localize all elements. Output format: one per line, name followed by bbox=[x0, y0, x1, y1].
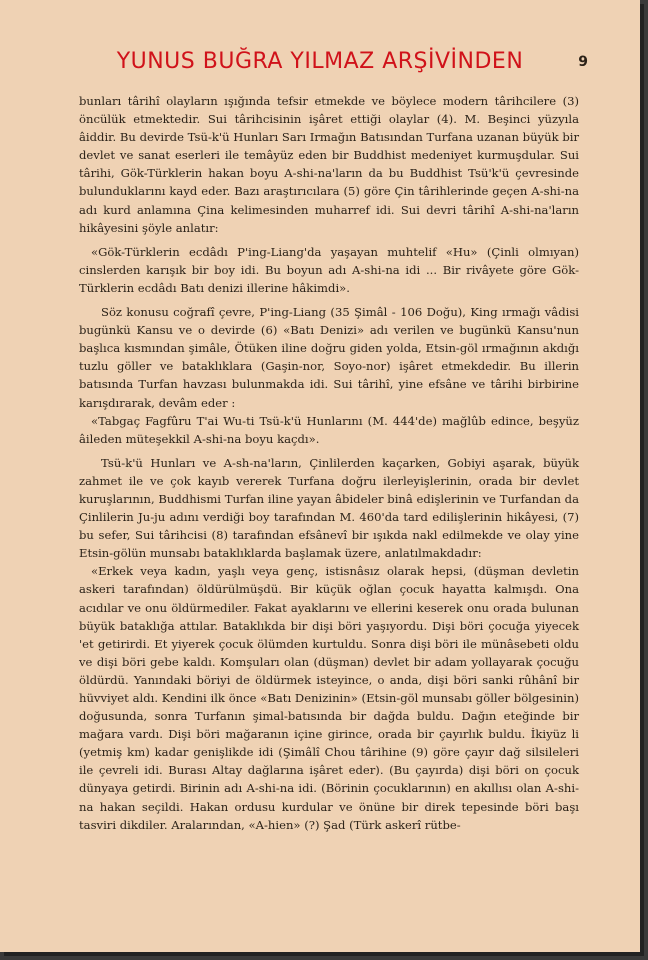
paragraph: Söz konusu coğrafî çevre, P'ing-Liang (35 Şimâl - 106 Doğu), King ırmağı vâdisi bugünkü Kansu ve o devirde (6) «Batı Denizi» adı verilen ve bugünkü Kansu'nun başlıca kısmından şimâle, Ötüken iline doğru giden yolda, Etsin-göl ırmağının akdığı tuzlu göller ve bataklıklara (Gaşin-nor, Soyo-nor) işâret etmekdedir. Bu illerin batısında Turfan havzası bulunmakda idi. Sui târihî, yine efsâne ve târihi birbirine karışdırarak, devâm eder : bbox=[79, 305, 579, 410]
paragraph: bunları târihî olayların ışığında tefsir etmekde ve böylece modern târihcilere (3) öncülük etmektedir. Sui târihcisinin işâret ettiği olaylar (4). M. Beşinci yüzyıla âiddir. Bu devirde Tsü-k'ü Hunları Sarı Irmağın Batısından Turfana uzanan büyük bir devlet ve sanat eserleri ile temâyüz eden bir Buddhist medeniyet kurmuşdular. Sui târihi, Gök-Türklerin hakan boyu A-shi-na'ların da bu Buddhist Tsü'k'ü çevresinde bulunduklarını kayd eder. Bazı araştırıcılara (5) göre Çin târihlerinde geçen A-shi-na adı kurd anlamına Çina kelimesinden muharref idi. Sui devri târihî A-shi-na'ların hikâyesini şöyle anlatır: bbox=[79, 94, 579, 235]
paragraph: Tsü-k'ü Hunları ve A-sh-na'ların, Çinlilerden kaçarken, Gobiyi aşarak, büyük zahmet ile ve çok kayıb vererek Turfana doğru ilerleyişlerinin, orada bir devlet kuruşlarının, Buddhismi Turfan iline yayan âbideler binâ edişlerinin ve Turfandan da Çinlilerin Ju-ju adını verdiği boy tarafından M. 460'da tard edilişlerinin hikâyesi, (7) bu sefer, Sui târihcisi (8) tarafından efsânevî bir ışıkda nakl edilmekde ve olay yine Etsin-gölün munsabı bataklıklarda başlamak üzere, anlatılmakdadır: bbox=[79, 455, 579, 561]
archive-watermark-title: YUNUS BUĞRA YILMAZ ARŞİVİNDEN bbox=[116, 49, 524, 74]
page-number: 9 bbox=[578, 54, 588, 70]
body-text bbox=[79, 92, 579, 834]
quote-paragraph: «Tabgaç Fagfûru T'ai Wu-ti Tsü-k'ü Hunlarını (M. 444'de) mağlûb edince, beşyüz âileden müteşekkil A-shi-na boyu kaçdı». bbox=[79, 413, 579, 446]
quote-paragraph: «Gök-Türklerin ecdâdı P'ing-Liang'da yaşayan muhtelif «Hu» (Çinli olmıyan) cinslerden karışık bir boy idi. Bu boyun adı A-shi-na idi ... Bir rivâyete göre Gök-Türklerin ecdâdı Batı denizi illerine hâkimdi». bbox=[79, 244, 579, 295]
quote-paragraph: «Erkek veya kadın, yaşlı veya genç, istisnâsız olarak hepsi, (düşman devletin askeri tarafından) öldürülmüşdü. Bir küçük oğlan çocuk hayatta kalmışdı. Ona acıdılar ve onu öldürmediler. Fakat ayaklarını ve ellerini keserek onu orada bulunan büyük bataklığa attılar. Bataklıkda bir dişi böri yaşıyordu. Dişi böri çocuğa yiyecek 'et getirirdi. Et yiyerek çocuk ölümden kurtuldu. Sonra dişi böri ile münâsebeti oldu ve dişi böri gebe kaldı. Komşuları olan (düşman) devlet bir adam yollayarak çocuğu öldürdü. Yanındaki böriyi de öldürmek isteyince, o anda, dişi böri sanki rûhânî bir hüvviyet aldı. Kendini ilk önce «Batı Denizinin» (Etsin-göl munsabı göller bölgesinin) doğusunda, sonra Turfanın şimal-batısında bir dağda buldu. Dağın eteğinde bir mağara vardı. Dişi böri mağaranın içine girince, orada bir çayırlık buldu. İkiyüz li (yetmiş km) kadar genişlikde idi (Şimâlî Chou târihine (9) göre çayır dağ silsileleri ile çevreli idi. Burası Altay dağlarına işâret eder). (Bu çayırda) dişi böri on çocuk dünyaya getirdi. Birinin adı A-shi-na idi. (Börinin çocuklarının) en akıllısı olan A-shi-na hakan seçildi. Hakan ordusu kurdular ve önüne bir direk tepesinde böri başı tasviri dikdiler. Aralarından, «A-hien» (?) Şad (Türk askerî rütbe- bbox=[79, 564, 579, 832]
